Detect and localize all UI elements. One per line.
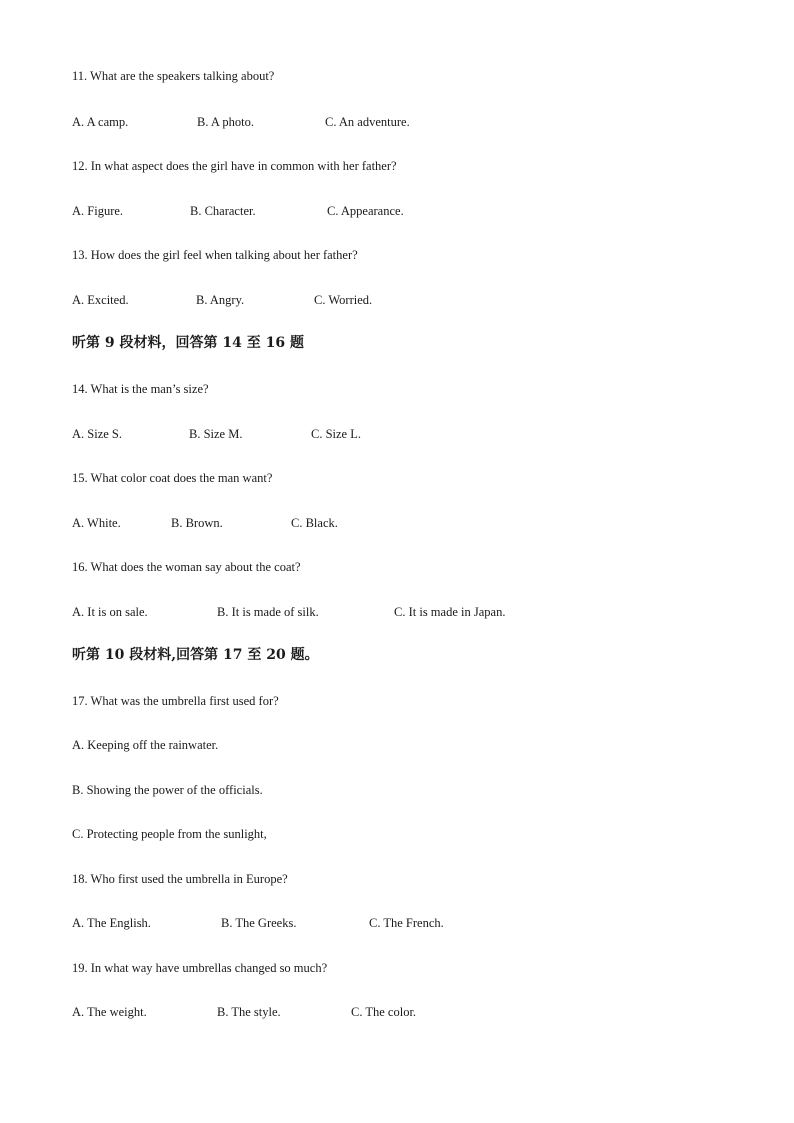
question-18: 18. Who first used the umbrella in Europe? bbox=[72, 872, 288, 886]
question-16: 16. What does the woman say about the coat? bbox=[72, 560, 301, 574]
q15-option-c: C. Black. bbox=[291, 516, 338, 530]
q19-option-a: A. The weight. bbox=[72, 1005, 147, 1019]
q12-option-a: A. Figure. bbox=[72, 204, 124, 218]
question-17: 17. What was the umbrella first used for? bbox=[72, 694, 279, 708]
q18-option-b: B. The Greeks. bbox=[221, 916, 297, 930]
q13-option-a: A. Excited. bbox=[72, 293, 129, 307]
q11-option-a: A. A camp. bbox=[72, 115, 129, 129]
question-11: 11. What are the speakers talking about? bbox=[72, 69, 275, 83]
q18-option-a: A. The English. bbox=[72, 916, 151, 930]
question-15: 15. What color coat does the man want? bbox=[72, 471, 273, 485]
q17-option-b: B. Showing the power of the officials. bbox=[72, 783, 263, 797]
q15-option-b: B. Brown. bbox=[171, 516, 223, 530]
question-14: 14. What is the man’s size? bbox=[72, 382, 209, 396]
question-19: 19. In what way have umbrellas changed so much? bbox=[72, 961, 328, 975]
q13-option-c: C. Worried. bbox=[314, 293, 373, 307]
q12-option-b: B. Character. bbox=[190, 204, 256, 218]
q15-option-a: A. White. bbox=[72, 516, 121, 530]
question-13: 13. How does the girl feel when talking about her father? bbox=[72, 248, 358, 262]
q14-option-b: B. Size M. bbox=[189, 427, 243, 441]
q16-option-c: C. It is made in Japan. bbox=[394, 605, 506, 619]
q16-option-b: B. It is made of silk. bbox=[217, 605, 319, 619]
q12-option-c: C. Appearance. bbox=[327, 204, 404, 218]
section-heading-9: 听第 9 段材料，回答第 14 至 16 题 bbox=[72, 335, 304, 351]
q19-option-b: B. The style. bbox=[217, 1005, 281, 1019]
question-12: 12. In what aspect does the girl have in common with her father? bbox=[72, 159, 397, 173]
q16-option-a: A. It is on sale. bbox=[72, 605, 148, 619]
section-heading-10: 听第 10 段材料,回答第 17 至 20 题。 bbox=[72, 647, 319, 663]
q14-option-c: C. Size L. bbox=[311, 427, 361, 441]
q18-option-c: C. The French. bbox=[369, 916, 444, 930]
q14-option-a: A. Size S. bbox=[72, 427, 122, 441]
q19-option-c: C. The color. bbox=[351, 1005, 417, 1019]
q11-option-c: C. An adventure. bbox=[325, 115, 410, 129]
q17-option-a: A. Keeping off the rainwater. bbox=[72, 738, 219, 752]
q17-option-c: C. Protecting people from the sunlight, bbox=[72, 827, 267, 841]
q13-option-b: B. Angry. bbox=[196, 293, 245, 307]
q11-option-b: B. A photo. bbox=[197, 115, 254, 129]
